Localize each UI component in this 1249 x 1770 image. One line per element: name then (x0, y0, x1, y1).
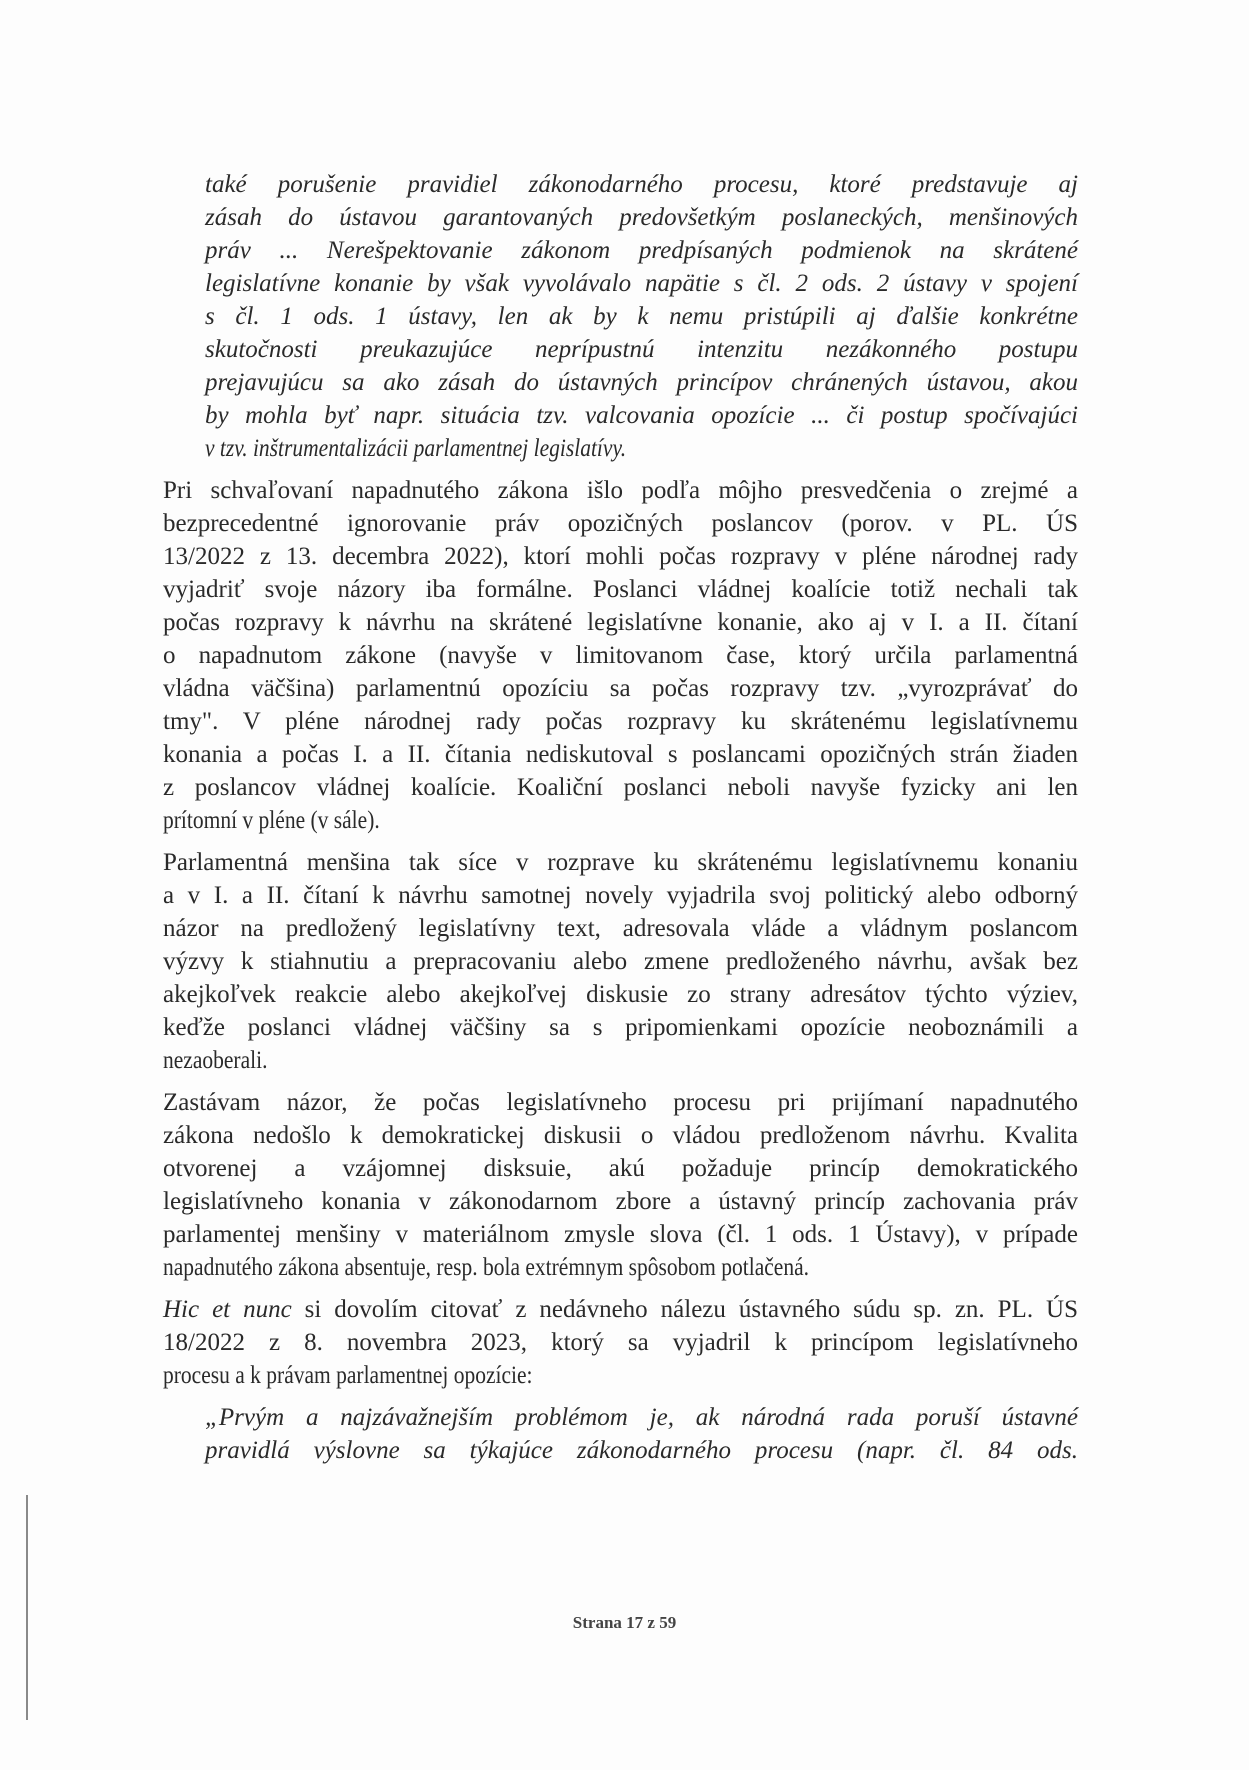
scan-artifact-line (26, 1495, 28, 1720)
quote-line: prejavujúcu sa ako zásah do ústavných princípov chránených ústavou, akou (205, 369, 1078, 396)
text-line: Parlamentná menšina tak síce v rozprave ku skrátenému legislatívnemu konaniu (163, 849, 1078, 876)
text-line: a v I. a II. čítaní k návrhu samotnej novely vyjadrila svoj politický alebo odborný (163, 882, 1078, 909)
text-line: otvorenej a vzájomnej disksuie, akú požaduje princíp demokratického (163, 1155, 1078, 1182)
text-line: keďže poslanci vládnej väčšiny sa s pripomienkami opozície neoboznámili a (163, 1014, 1078, 1041)
text-line: 18/2022 z 8. novembra 2023, ktorý sa vyjadril k princípom legislatívneho (163, 1329, 1078, 1356)
quote-line: také porušenie pravidiel zákonodarného procesu, ktoré predstavuje aj (205, 171, 1078, 198)
quote-line: práv ... Nerešpektovanie zákonom predpísaných podmienok na skrátené (205, 237, 1078, 264)
text-line: napadnutého zákona absentuje, resp. bola extrémnym spôsobom potlačená. (163, 1254, 810, 1281)
text-line: tmy". V pléne národnej rady počas rozpravy ku skrátenému legislatívnemu (163, 708, 1078, 735)
quote-line: s čl. 1 ods. 1 ústavy, len ak by k nemu pristúpili aj ďalšie konkrétne (205, 303, 1078, 330)
text-line: nezaoberali. (163, 1047, 268, 1074)
text-line: počas rozpravy k návrhu na skrátené legislatívne konanie, ako aj v I. a II. čítaní (163, 609, 1078, 636)
text-line: legislatívneho konania v zákonodarnom zbore a ústavný princíp zachovania práv (163, 1188, 1078, 1215)
text-line: o napadnutom zákone (navyše v limitovanom čase, ktorý určila parlamentná (163, 642, 1078, 669)
text-line: vyjadriť svoje názory iba formálne. Poslanci vládnej koalície totiž nechali tak (163, 576, 1078, 603)
text-line: konania a počas I. a II. čítania nediskutoval s poslancami opozičných strán žiaden (163, 741, 1078, 768)
text-line: Zastávam názor, že počas legislatívneho procesu pri prijímaní napadnutého (163, 1089, 1078, 1116)
quote-line: zásah do ústavou garantovaných predovšetkým poslaneckých, menšinových (205, 204, 1078, 231)
text-line: bezprecedentné ignorovanie práv opozičných poslancov (porov. v PL. ÚS (163, 510, 1078, 537)
text-line: názor na predložený legislatívny text, adresovala vláde a vládnym poslancom (163, 915, 1078, 942)
text-span: si dovolím citovať z nedávneho nálezu ústavného súdu sp. zn. PL. ÚS (291, 1296, 1078, 1323)
text-line (163, 1293, 1078, 1326)
quote-line: v tzv. inštrumentalizácii parlamentnej legislatívy. (205, 435, 627, 462)
text-line: Pri schvaľovaní napadnutého zákona išlo podľa môjho presvedčenia o zrejmé a (163, 477, 1078, 504)
text-line: prítomní v pléne (v sále). (163, 807, 380, 834)
text-line: vládna väčšina) parlamentnú opozíciu sa počas rozpravy tzv. „vyrozprávať do (163, 675, 1078, 702)
quote-line: pravidlá výslovne sa týkajúce zákonodarného procesu (napr. čl. 84 ods. (205, 1437, 1078, 1464)
text-line: 13/2022 z 13. decembra 2022), ktorí mohli počas rozpravy v pléne národnej rady (163, 543, 1078, 570)
text-line: akejkoľvek reakcie alebo akejkoľvej diskusie zo strany adresátov týchto výziev, (163, 981, 1078, 1008)
italic-lead: Hic et nunc (163, 1296, 292, 1323)
quote-line: skutočnosti preukazujúce neprípustnú intenzitu nezákonného postupu (205, 336, 1078, 363)
quote-line: legislatívne konanie by však vyvolávalo napätie s čl. 2 ods. 2 ústavy v spojení (205, 270, 1078, 297)
text-line: z poslancov vládnej koalície. Koaliční poslanci neboli navyše fyzicky ani len (163, 774, 1078, 801)
text-line: parlamentej menšiny v materiálnom zmysle slova (čl. 1 ods. 1 Ústavy), v prípade (163, 1221, 1078, 1248)
text-line: výzvy k stiahnutiu a prepracovaniu alebo zmene predloženého návrhu, avšak bez (163, 948, 1078, 975)
quote-line: by mohla byť napr. situácia tzv. valcovania opozície ... či postup spočívajúci (205, 402, 1078, 429)
quote-line: „Prvým a najzávažnejším problémom je, ak národná rada poruší ústavné (205, 1404, 1078, 1431)
page-number: Strana 17 z 59 (572, 1613, 677, 1632)
text-line: zákona nedošlo k demokratickej diskusii o vládou predloženom návrhu. Kvalita (163, 1122, 1078, 1149)
text-line: procesu a k právam parlamentnej opozície: (163, 1362, 533, 1389)
